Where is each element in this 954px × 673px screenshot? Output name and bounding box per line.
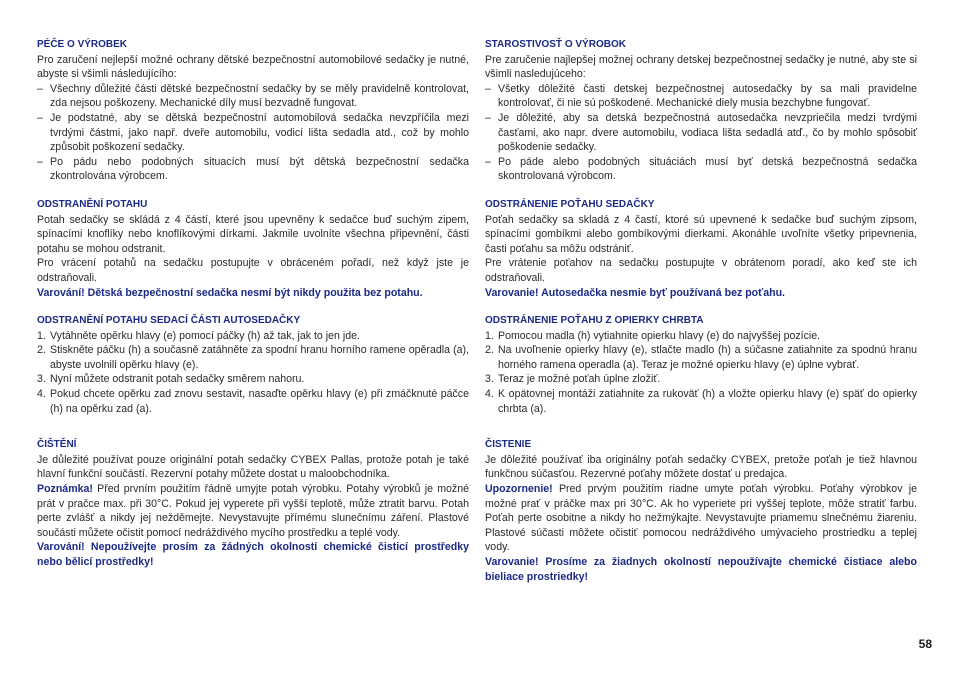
paragraph: Potah sedačky se skládá z 4 částí, které jsou upevněny k sedačce buď suchým zipem, spínacími knoflíky nebo knoflíkovými dírkami. Jakmile uvolníte všechna připevnění, části potahu se mohou odstranit.	[37, 213, 469, 255]
list-item: 1. Pomocou madla (h) vytiahnite opierku hlavy (e) do najvyššej pozície.	[485, 329, 821, 342]
warning-text: Varovanie! Autosedačka nesmie byť používaná bez poťahu.	[485, 286, 785, 299]
list-item: 4. Pokud chcete opěrku zad znovu sestavit, nasaďte opěrku hlavy (e) při zmáčknuté páčce (h) na opěrku zad (a).	[37, 388, 469, 415]
list-item: 1. Vytáhněte opěrku hlavy (e) pomocí páčky (h) až tak, jak to jen jde.	[37, 329, 360, 342]
list-item: 3. Teraz je možné poťah úplne zložiť.	[485, 373, 661, 386]
page-number: 58	[918, 637, 932, 651]
cleaning-section	[485, 438, 917, 584]
warning-text: Varování! Dětská bezpečnostní sedačka nesmí být nikdy použita bez potahu.	[37, 286, 423, 299]
paragraph: Pre zaručenie najlepšej možnej ochrany detskej bezpečnostnej sedačky je nutné, aby ste si všimli nasledujúceho:	[485, 53, 917, 81]
list-item: 4. K opätovnej montáži zatiahnite za rukoväť (h) a vložte opierku hlavy (e) späť do opierky chrbta (a).	[485, 388, 917, 415]
list-item: 2. Na uvoľnenie opierky hlavy (e), stlačte madlo (h) a súčasne zatiahnite za spodnú hranu horného ramena operadla (a). Teraz je možné opierku hlavy (e) úplne vybrať.	[485, 344, 917, 371]
list-item: 2. Stiskněte páčku (h) a současně zatáhněte za spodní hranu horního ramene opěradla (a), abyste uvolnili opěrku hlavy (e).	[37, 344, 469, 371]
headrest-cover-section	[37, 314, 469, 416]
bullet-list	[37, 82, 469, 184]
note-text: Pred prvým použitím riadne umyte poťah výrobku. Poťahy výrobkov je možné prať v práčke max pri 30°C. Ak ho vyperiete pri vyššej teplote, môže stratiť farbu. Poťah perte osobitne a nikdy ho nežmýkajte. Nevystavujte priamemu slnečnému žiareniu. Plastové súčasti môžete očistiť pomocou nedráždivého umývacieho prostriedku a teplej vody.	[485, 483, 917, 554]
section-heading: ODSTRÁNENIE POŤAHU Z OPIERKY CHRBTA	[485, 315, 704, 327]
note-label: Upozornenie!	[485, 483, 553, 496]
cover-removal-section	[485, 198, 917, 300]
bullet-list	[485, 82, 917, 184]
section-heading: ČIŠTĚNÍ	[37, 439, 77, 451]
section-heading: STAROSTIVOSŤ O VÝROBOK	[485, 39, 626, 50]
list-item: – Všetky dôležité časti detskej bezpečnostnej autosedačky by sa mali pravidelne kontrolovať, či nie sú poškodené. Mechanické diely musia bezchybne fungovať.	[485, 82, 917, 111]
list-item: 3. Nyní můžete odstranit potah sedačky směrem nahoru.	[37, 373, 305, 386]
paragraph: Pro vrácení potahů na sedačku postupujte v obráceném pořadí, než když jste je odstraňovali.	[37, 257, 469, 284]
headrest-cover-section	[485, 314, 917, 416]
paragraph: Pre vrátenie poťahov na sedačku postupujte v obrátenom poradí, ako keď ste ich odstraňovali.	[485, 257, 917, 284]
list-item: – Je dôležité, aby sa detská bezpečnostná autosedačka nevzpriečila medzi tvrdými časťami, ako napr. dvere automobilu, vodiaca lišta sedadlá atď., čo by mohlo spôsobiť poškodenie sedačky.	[485, 111, 917, 155]
list-item: – Je podstatné, aby se dětská bezpečnostní automobilová sedačka nevzpříčila mezi tvrdými částmi, jako např. dveře automobilu, vodicí lišta sedadla atd., což by mohlo způsobit poškození sedačky.	[37, 111, 469, 155]
note-text: Před prvním použitím řádně umyjte potah výrobku. Potahy výrobků je možné prát v pračce max. při 30°C. Pokud jej vyperete při vyšší teplotě, může ztratit barvu. Potah perte zvlášť a nikdy jej nežděmejte. Nevystavujte přímému slunečnímu záření. Plastové součásti můžete očistit pomocí nedráždivého mycího prostředku a teplé vody.	[37, 483, 469, 539]
list-item: – Po páde alebo podobných situáciách musí byť detská bezpečnostná sedačka skontrolovaná výrobcom.	[485, 155, 917, 184]
section-heading: ODSTRANĚNÍ POTAHU	[37, 198, 148, 210]
cover-removal-section	[37, 198, 469, 300]
paragraph: Je dôležité používať iba originálny poťah sedačky CYBEX, pretože poťah je tiež hlavnou funkčnou súčasťou. Rezervné poťahy môžete dostať u predajca.	[485, 453, 917, 481]
paragraph: Poťah sedačky sa skladá z 4 častí, ktoré sú upevnené k sedačke buď suchým zipsom, spínacími gombíkmi alebo gombíkovými dierkami. Akonáhle uvoľníte všetky pripevnenia, časti poťahu sa môžu odstrániť.	[485, 213, 917, 255]
warning-text: Varování! Nepoužívejte prosím za žádných okolností chemické čisticí prostředky nebo bělicí prostředky!	[37, 541, 469, 568]
section-heading: ČISTENIE	[485, 439, 532, 451]
numbered-list	[37, 329, 469, 417]
note-paragraph	[37, 482, 469, 540]
care-section	[37, 38, 469, 184]
left-column-czech	[37, 38, 469, 584]
paragraph: Je důležité používat pouze originální potah sedačky CYBEX Pallas, protože potah je také hlavní funkční součástí. Rezervní potahy můžete dostat u maloobchodníka.	[37, 453, 469, 481]
section-heading: PÉČE O VÝROBEK	[37, 39, 128, 50]
section-heading: ODSTRÁNENIE POŤAHU SEDAČKY	[485, 198, 655, 210]
section-heading: ODSTRANĚNÍ POTAHU SEDACÍ ČÁSTI AUTOSEDAČKY	[37, 315, 301, 327]
numbered-list	[485, 329, 917, 417]
list-item: – Po pádu nebo podobných situacích musí být dětská bezpečnostní sedačka zkontrolována výrobcem.	[37, 155, 469, 184]
cleaning-section	[37, 438, 469, 569]
paragraph: Pro zaručení nejlepší možné ochrany dětské bezpečnostní automobilové sedačky je nutné, abyste si všimli následujícího:	[37, 53, 469, 81]
note-paragraph	[485, 482, 917, 555]
warning-text: Varovanie! Prosíme za žiadnych okolností nepoužívajte chemické čistiace alebo bieliace prostriedky!	[485, 556, 917, 583]
right-column-slovak	[485, 38, 917, 598]
list-item: – Všechny důležité části dětské bezpečnostní sedačky by se měly pravidelně kontrolovat, zda nejsou poškozeny. Mechanické díly musí bezvadně fungovat.	[37, 82, 469, 111]
care-section	[485, 38, 917, 184]
note-label: Poznámka!	[37, 483, 93, 496]
